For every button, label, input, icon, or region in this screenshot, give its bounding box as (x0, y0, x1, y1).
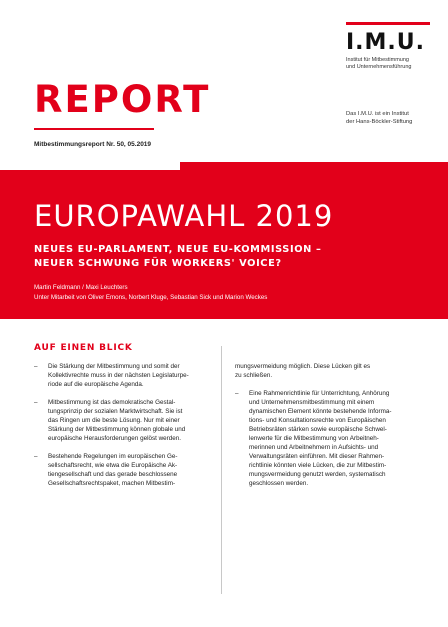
institute-tagline: Das I.M.U. ist ein Institut der Hans-Böckler-Stiftung (346, 111, 413, 125)
summary-right-column (235, 362, 400, 497)
summary-item: – Eine Rahmenrichtlinie für Unterrichtung, Anhörung und Unternehmensmitbestimmung mit einem dynamischen Element könnte bestehende Informa- tions- und Konsultationsrechte von Europäischen Betriebsräten stärken sowie europäische Schwel- lenwerte für die Mitbestimmung von Arbeitneh- merinnen und Arbeitnehmern in Aufsichts- und Verwaltungsräten einführen. Mit dieser Rahmen- richtlinie könnten viele Lücken, die zur Mitbestim- mungsvermeidung genutzt werden, systematisch geschlossen werden. (235, 389, 400, 488)
summary-continuation: mungsvermeidung möglich. Diese Lücken gilt es zu schließen. (235, 363, 371, 379)
collaborators: Unter Mitarbeit von Oliver Emons, Norbert Kluge, Sebastian Sick und Marion Weckes (34, 294, 268, 301)
report-label: REPORT (34, 78, 211, 121)
authors: Martin Feldmann / Maxi Leuchters (34, 284, 128, 291)
authors-block (34, 283, 267, 303)
summary-item: – Die Stärkung der Mitbestimmung und somit der Kollektivrechte muss in der nächsten Legislaturpe- riode auf die europäische Agenda. (34, 362, 199, 389)
summary-left-column (34, 362, 199, 497)
logo-subtitle: Institut für Mitbestimmung und Unternehmensführung (346, 57, 412, 70)
summary-heading: AUF EINEN BLICK (34, 343, 133, 353)
logo-bar (346, 22, 430, 25)
logo-name: I.M.U. (346, 30, 426, 55)
series-info: Mitbestimmungsreport Nr. 50, 05.2019 (34, 141, 152, 148)
page-title: EUROPAWAHL 2019 (34, 199, 334, 233)
page-subtitle: NEUES EU-PARLAMENT, NEUE EU-KOMMISSION – NEUER SCHWUNG FÜR WORKERS' VOICE? (34, 244, 322, 269)
imu-logo (346, 22, 430, 71)
column-divider (221, 346, 222, 594)
band-notch (0, 162, 180, 170)
summary-item: – Bestehende Regelungen im europäischen Ge- sellschaftsrecht, wie etwa die Europäische Ak- tiengesellschaft und das gerade beschlossene Gesellschaftsrechtspaket, machen Mitbestim- (34, 452, 199, 488)
report-underline (34, 128, 154, 130)
summary-item: – Mitbestimmung ist das demokratische Gestal- tungsprinzip der sozialen Marktwirtschaft. Sie ist das Ringen um die beste Lösung. Nur mit einer Stärkung der Mitbestimmung können globale und europäische Herausforderungen gelöst werden. (34, 398, 199, 443)
